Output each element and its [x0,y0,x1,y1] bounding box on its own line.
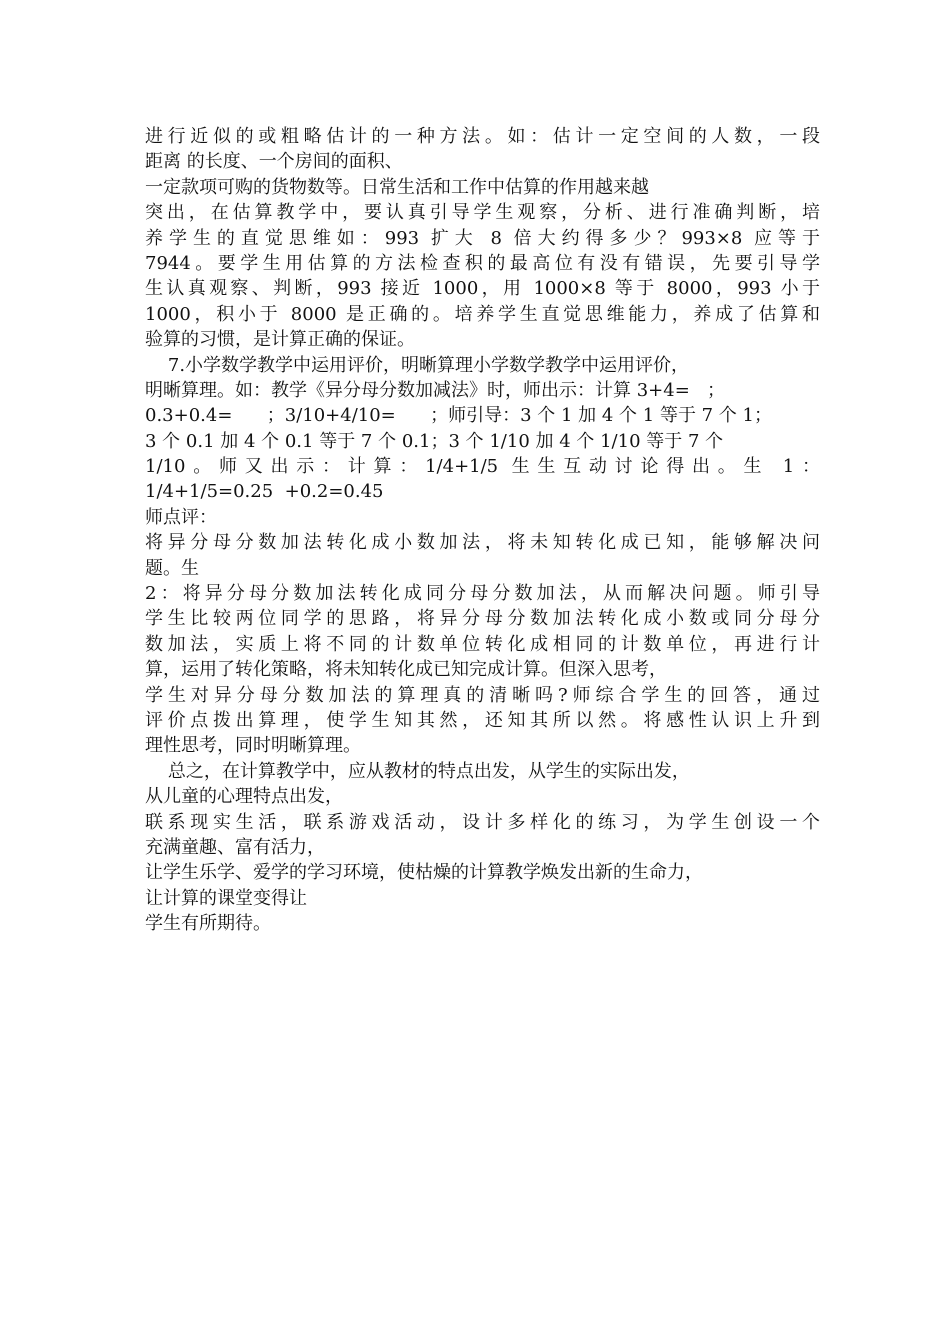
text-line: 学生对异分母分数加法的算理真的清晰吗?师综合学生的回答，通过 [145,684,820,706]
text-line: 学生比较两位同学的思路，将异分母分数加法转化成小数或同分母分 [145,608,820,630]
text-line: 3 个 0.1 加 4 个 0.1 等于 7 个 0.1；3 个 1/10 加 4 个 1/10 等于 7 个 [145,430,724,452]
text-line: 7.小学数学教学中运用评价，明晰算理小学数学教学中运用评价， [145,354,690,376]
text-line: 2：将异分母分数加法转化成同分母分数加法，从而解决问题。师引导 [145,583,820,605]
text-line: 养学生的直觉思维如：993 扩大 8 倍大约得多少？993×8 应等于 [145,227,820,249]
text-line: 将异分母分数加法转化成小数加法，将未知转化成已知，能够解决问 [145,532,820,554]
text-line: 充满童趣、富有活力， [145,836,325,858]
text-line: 0.3+0.4= ；3/10+4/10= ；师引导：3 个 1 加 4 个 1 等于 7 个 1； [145,405,773,427]
text-line: 7944。要学生用估算的方法检查积的最高位有没有错误，先要引导学 [145,252,820,274]
text-line: 突出，在估算教学中，要认真引导学生观察，分析、进行准确判断，培 [145,202,820,224]
text-line: 1/10。师又出示：计算：1/4+1/5 生生互动讨论得出。生 1： [145,456,820,478]
text-line: 1/4+1/5=0.25 +0.2=0.45 [145,481,384,503]
text-line: 距离 的长度、一个房间的面积、 [145,151,403,173]
text-line: 让计算的课堂变得让 [145,887,307,909]
text-line: 师点评： [145,506,217,528]
text-line: 联系现实生活，联系游戏活动，设计多样化的练习，为学生创设一个 [145,811,820,833]
text-line: 题。生 [145,557,199,579]
text-line: 1000，积小于 8000 是正确的。培养学生直觉思维能力，养成了估算和 [145,303,820,325]
body-text [145,124,820,937]
text-line: 评价点拨出算理，使学生知其然，还知其所以然。将感性认识上升到 [145,709,820,731]
text-line: 学生有所期待。 [145,913,271,935]
text-line: 明晰算理。如：教学《异分母分数加减法》时，师出示：计算 3+4= ； [145,379,725,401]
text-line: 进行近似的或粗略估计的一种方法。如：估计一定空间的人数，一段 [145,126,820,147]
text-line: 理性思考，同时明晰算理。 [145,735,361,757]
text-line: 总之，在计算教学中，应从教材的特点出发，从学生的实际出发， [145,760,690,782]
text-line: 从儿童的心理特点出发， [145,786,343,808]
text-line: 算，运用了转化策略，将未知转化成已知完成计算。但深入思考， [145,659,667,681]
text-line: 生认真观察、判断，993 接近 1000，用 1000×8 等于 8000，993 小于 [145,278,820,300]
text-line: 一定款项可购的货物数等。日常生活和工作中估算的作用越来越 [145,176,649,198]
text-line: 让学生乐学、爱学的学习环境，使枯燥的计算教学焕发出新的生命力， [145,862,703,884]
text-line: 数加法，实质上将不同的计数单位转化成相同的计数单位，再进行计 [145,633,820,655]
text-line: 验算的习惯，是计算正确的保证。 [145,329,415,351]
